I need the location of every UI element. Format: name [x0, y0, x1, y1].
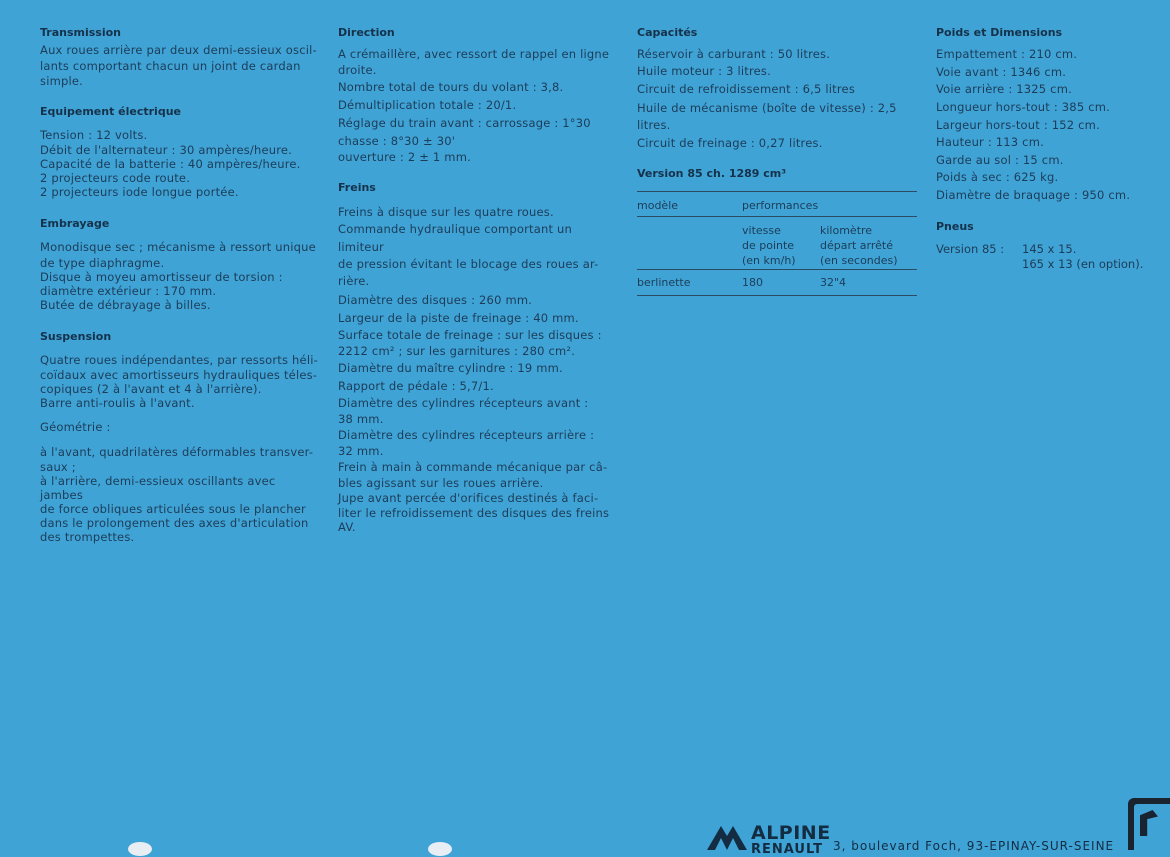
geometrie-title: Géométrie : [40, 420, 111, 434]
section-title-poids: Poids et Dimensions [936, 26, 1063, 39]
text-line: rière. [338, 273, 370, 288]
table-bottom-rule [637, 295, 917, 296]
text-line: Disque à moyeu amortisseur de torsion : [40, 269, 283, 284]
text-line: Empattement : 210 cm. [936, 47, 1078, 61]
text-line: saux ; [40, 460, 76, 474]
text-line: Circuit de freinage : 0,27 litres. [637, 135, 823, 150]
table-cell-kilometre: 32"4 [820, 275, 847, 289]
text-line: Freins à disque sur les quatre roues. [338, 204, 554, 219]
text-line: Largeur de la piste de freinage : 40 mm. [338, 310, 579, 325]
text-line: 38 mm. [338, 411, 384, 426]
section-title-suspension: Suspension [40, 329, 112, 343]
text-line: Poids à sec : 625 kg. [936, 169, 1059, 184]
text-line: Longueur hors-tout : 385 cm. [936, 99, 1110, 114]
header-line: kilomètre [820, 223, 873, 237]
column-3 [637, 25, 919, 296]
header-line: vitesse [742, 223, 781, 237]
text-line: droite. [338, 62, 377, 77]
text-line: 2212 cm² ; sur les garnitures : 280 cm². [338, 343, 576, 358]
section-title-direction: Direction [338, 26, 395, 39]
table-header-performances: performances [742, 198, 819, 212]
text-line: diamètre extérieur : 170 mm. [40, 283, 217, 298]
brand-name: ALPINE [751, 822, 831, 844]
brand-sub: RENAULT [751, 842, 823, 857]
text-line: Monodisque sec ; mécanisme à ressort unique [40, 240, 316, 254]
text-line: de pression évitant le blocage des roues ar- [338, 256, 599, 271]
text-line: Débit de l'alternateur : 30 ampères/heure. [40, 143, 293, 157]
header-line: départ arrêté [820, 238, 894, 252]
text-line: lants comportant chacun un joint de cardan [40, 58, 301, 73]
table-cell-vitesse: 180 [742, 275, 763, 289]
header-line: (en km/h) [742, 253, 796, 267]
text-line: Rapport de pédale : 5,7/1. [338, 378, 494, 393]
text-line: liter le refroidissement des disques des freins [338, 505, 610, 520]
corner-logo-icon [1128, 798, 1170, 850]
header-line: de pointe [742, 238, 795, 252]
section-title-embrayage: Embrayage [40, 217, 110, 230]
text-line: Barre anti-roulis à l'avant. [40, 396, 195, 410]
text-line: coïdaux avec amortisseurs hydrauliques téles- [40, 368, 318, 382]
text-line: Commande hydraulique comportant un limiteur [338, 221, 573, 254]
text-line: à l'avant, quadrilatères déformables transver- [40, 444, 314, 459]
text-line: Diamètre des cylindres récepteurs avant : [338, 395, 589, 410]
text-line: Réglage du train avant : carrossage : 1°30 [338, 115, 591, 130]
alpine-logo-icon [707, 822, 747, 852]
text-line: Diamètre de braquage : 950 cm. [936, 187, 1131, 202]
text-line: Aux roues arrière par deux demi-essieux oscil- [40, 43, 317, 57]
text-line: 2 projecteurs iode longue portée. [40, 185, 239, 199]
text-line: litres. [637, 117, 671, 132]
header-line: (en secondes) [820, 253, 898, 267]
text-line: Largeur hors-tout : 152 cm. [936, 117, 1100, 132]
table-header-kilometre [820, 216, 917, 269]
text-line: Voie avant : 1346 cm. [936, 64, 1067, 79]
address: 3, boulevard Foch, 93-EPINAY-SUR-SEINE [833, 839, 1115, 853]
text-line: Réservoir à carburant : 50 litres. [637, 47, 831, 61]
text-line: dans le prolongement des axes d'articulation [40, 516, 309, 530]
text-line: Tension : 12 volts. [40, 127, 148, 142]
column-2 [338, 25, 620, 534]
binding-hole-icon [428, 842, 452, 856]
text-line: simple. [40, 74, 84, 88]
section-title-pneus: Pneus [936, 219, 974, 233]
text-line: copiques (2 à l'avant et 4 à l'arrière). [40, 382, 262, 396]
text-line: des trompettes. [40, 530, 135, 544]
section-title-capacites: Capacités [637, 26, 698, 39]
column-4 [936, 25, 1166, 272]
text-line: Butée de débrayage à billes. [40, 297, 211, 312]
text-line: Démultiplication totale : 20/1. [338, 97, 517, 112]
text-line: Frein à main à commande mécanique par câ- [338, 459, 608, 474]
text-line: A crémaillère, avec ressort de rappel en ligne [338, 47, 610, 61]
text-line: Diamètre des cylindres récepteurs arrière : [338, 427, 595, 442]
section-title-electrique: Equipement électrique [40, 104, 181, 118]
text-line: 145 x 15. [1022, 241, 1077, 256]
text-line: Garde au sol : 15 cm. [936, 152, 1064, 167]
text-line: AV. [338, 519, 356, 534]
table-header-modele: modèle [637, 198, 679, 212]
table-header-vitesse [742, 216, 820, 269]
table-cell-empty [637, 216, 742, 269]
text-line: ouverture : 2 ± 1 mm. [338, 149, 471, 164]
version-title: Version 85 ch. 1289 cm³ [637, 166, 787, 180]
text-line: à l'arrière, demi-essieux oscillants avec jambes [40, 474, 276, 502]
pneus-row [936, 242, 1166, 272]
binding-hole-icon [128, 842, 152, 856]
table-cell-modele: berlinette [637, 275, 691, 289]
text-line: Diamètre du maître cylindre : 19 mm. [338, 360, 563, 375]
text-line: Nombre total de tours du volant : 3,8. [338, 79, 564, 94]
text-line: de type diaphragme. [40, 255, 165, 270]
text-line: Circuit de refroidissement : 6,5 litres [637, 81, 856, 96]
pneus-values [1022, 242, 1143, 272]
section-title-freins: Freins [338, 180, 376, 194]
text-line: Capacité de la batterie : 40 ampères/heure. [40, 157, 301, 171]
footer [705, 820, 1170, 857]
text-line: Hauteur : 113 cm. [936, 134, 1044, 149]
column-1 [40, 25, 322, 544]
text-line: 32 mm. [338, 443, 384, 458]
section-title-transmission: Transmission [40, 26, 122, 39]
pneus-label: Version 85 : [936, 241, 1005, 256]
text-line: bles agissant sur les roues arrière. [338, 475, 544, 490]
text-line: Voie arrière : 1325 cm. [936, 81, 1072, 96]
text-line: 2 projecteurs code route. [40, 171, 191, 185]
table-row [637, 269, 917, 295]
text-line: Huile de mécanisme (boîte de vitesse) : 2,5 [637, 100, 897, 115]
text-line: de force obliques articulées sous le plancher [40, 502, 306, 516]
text-line: Quatre roues indépendantes, par ressorts héli- [40, 352, 318, 367]
text-line: Huile moteur : 3 litres. [637, 63, 771, 78]
performance-table [637, 191, 917, 296]
text-line: Diamètre des disques : 260 mm. [338, 292, 533, 307]
text-line: chasse : 8°30 ± 30' [338, 133, 456, 148]
text-line: 165 x 13 (en option). [1022, 256, 1144, 271]
text-line: Surface totale de freinage : sur les disques : [338, 327, 602, 342]
text-line: Jupe avant percée d'orifices destinés à faci- [338, 490, 599, 505]
